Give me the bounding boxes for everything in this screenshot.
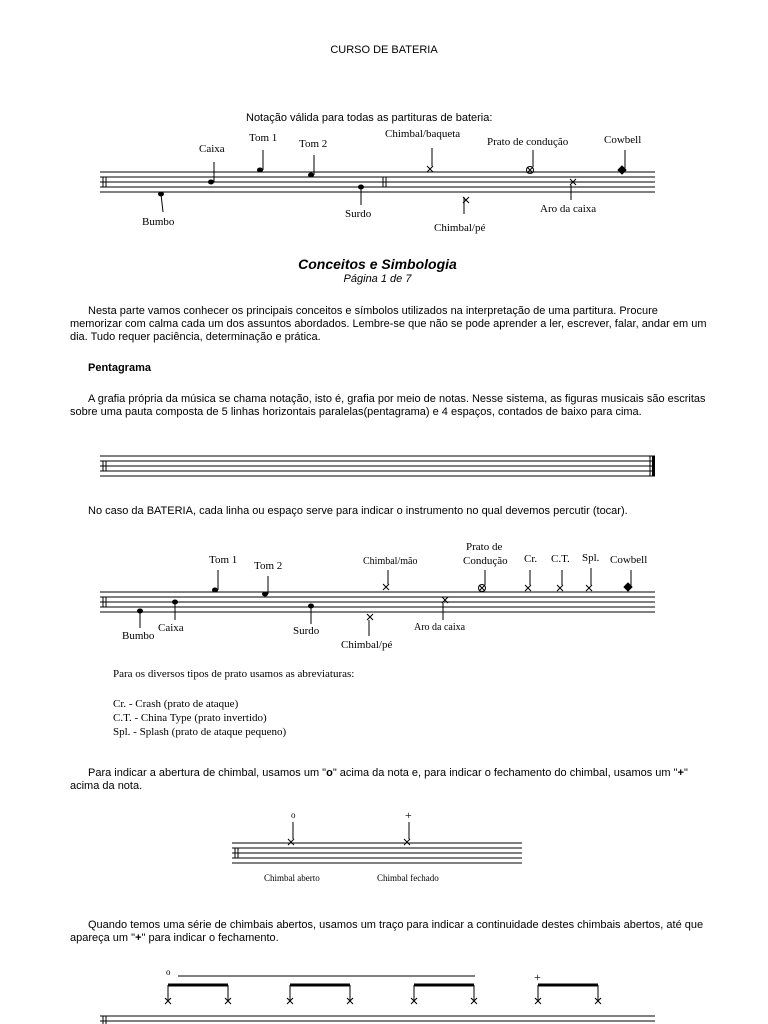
label-prato-line1: Prato de <box>466 541 503 553</box>
label-aro-caixa: Aro da caixa <box>414 622 466 633</box>
label-chimbal-pe: Chimbal/pé <box>341 639 393 651</box>
abbrev-intro: Para os diversos tipos de prato usamos as abreviaturas: <box>113 668 355 680</box>
label-prato-conducao: Prato de condução <box>487 136 569 148</box>
beamed-pair-3 <box>411 985 477 1004</box>
label-chimbal-pe: Chimbal/pé <box>434 222 486 234</box>
label-tom1: Tom 1 <box>209 554 238 566</box>
notation-caption: Notação válida para todas as partituras de bateria: <box>246 112 493 124</box>
label-cowbell: Cowbell <box>604 134 642 146</box>
abbrev-crash: Cr. - Crash (prato de ataque) <box>113 698 239 710</box>
intro-paragraph: Nesta parte vamos conhecer os principais conceitos e símbolos utilizados na interpretação de uma partitura. Procure memorizar com calma cada um dos assuntos abordados. Lembre-se que não se pode aprender a ler, escrever, falar, andar em um dia. Tudo requer paciência, determinação e prática. <box>70 305 707 343</box>
label-tom2: Tom 2 <box>299 138 328 150</box>
abbrev-china: C.T. - China Type (prato invertido) <box>113 712 267 724</box>
series-close-mark: + <box>534 970 541 984</box>
label-cowbell: Cowbell <box>610 554 648 566</box>
label-chimbal-baqueta: Chimbal/baqueta <box>385 128 461 140</box>
label-chimbal-fechado: Chimbal fechado <box>377 873 439 883</box>
beamed-pair-4 <box>535 985 601 1004</box>
label-bumbo: Bumbo <box>122 630 155 642</box>
bateria-paragraph: No caso da BATERIA, cada linha ou espaço serve para indicar o instrumento no qual devemos percutir (tocar). <box>88 505 628 517</box>
label-aro-caixa: Aro da caixa <box>540 203 597 215</box>
page-info: Página 1 de 7 <box>343 273 412 285</box>
label-china: C.T. <box>551 553 570 565</box>
beamed-pair-2 <box>287 985 353 1004</box>
label-chimbal-mao: Chimbal/mão <box>363 556 418 567</box>
label-surdo: Surdo <box>293 625 320 637</box>
label-tom1: Tom 1 <box>249 132 278 144</box>
series-open-mark: o <box>166 967 171 977</box>
label-surdo: Surdo <box>345 208 372 220</box>
label-chimbal-aberto: Chimbal aberto <box>264 873 320 883</box>
section-heading-pentagrama: Pentagrama <box>88 362 151 374</box>
label-splash: Spl. <box>582 552 600 564</box>
label-caixa: Caixa <box>158 622 184 634</box>
label-tom2: Tom 2 <box>254 560 283 572</box>
close-mark: + <box>405 808 412 822</box>
label-crash: Cr. <box>524 553 538 565</box>
label-bumbo: Bumbo <box>142 216 175 228</box>
series-paragraph: Quando temos uma série de chimbais abertos, usamos um traço para indicar a continuidade destes chimbais abertos, até que apareça um "+" para indicar o fechamento. <box>70 919 704 944</box>
label-caixa: Caixa <box>199 143 225 155</box>
abbrev-splash: Spl. - Splash (prato de ataque pequeno) <box>113 726 287 738</box>
page-title: Conceitos e Simbologia <box>298 256 457 272</box>
chimbal-paragraph: Para indicar a abertura de chimbal, usamos um "o" acima da nota e, para indicar o fechamento do chimbal, usamos um "+" acima da nota. <box>70 767 688 792</box>
open-mark: o <box>291 810 296 820</box>
beamed-pair-1 <box>165 985 231 1004</box>
document-header: CURSO DE BATERIA <box>330 44 438 56</box>
label-prato-line2: Condução <box>463 555 508 567</box>
pentagrama-paragraph: A grafia própria da música se chama notação, isto é, grafia por meio de notas. Nesse sistema, as figuras musicais são escritas sobre uma pauta composta de 5 linhas horizontais paralelas(pentagrama) e 4 espaços, contados de baixo para cima. <box>70 393 706 418</box>
